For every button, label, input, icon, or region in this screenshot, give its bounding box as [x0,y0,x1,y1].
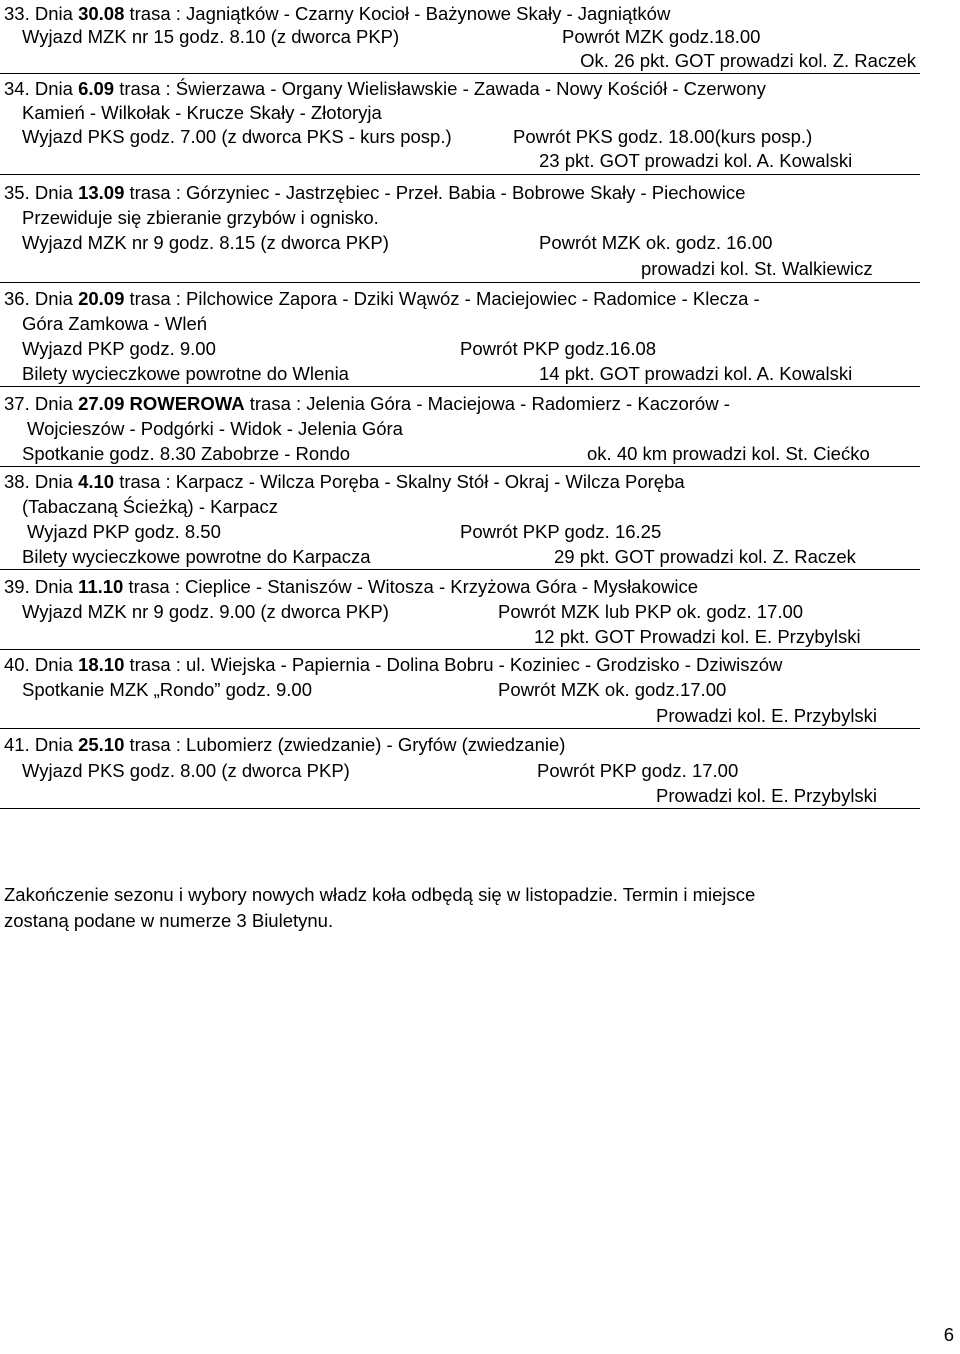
divider [0,174,920,175]
entry-40-title: 40. Dnia 18.10 trasa : ul. Wiejska - Papiernia - Dolina Bobru - Koziniec - Grodzisko - Dziwiszów [4,654,783,675]
divider [0,808,920,809]
entry-38-route-cont: (Tabaczaną Ścieżką) - Karpacz [22,496,279,517]
entry-38-tickets: Bilety wycieczkowe powrotne do Karpacza [22,546,371,567]
entry-39-return: Powrót MZK lub PKP ok. godz. 17.00 [498,601,804,622]
entry-37-meeting: Spotkanie godz. 8.30 Zabobrze - Rondo [22,443,351,464]
entry-34-leader: 23 pkt. GOT prowadzi kol. A. Kowalski [539,150,853,171]
entry-39-departure: Wyjazd MZK nr 9 godz. 9.00 (z dworca PKP) [22,601,389,622]
entry-33-leader: Ok. 26 pkt. GOT prowadzi kol. Z. Raczek [580,50,916,71]
entry-33-return: Powrót MZK godz.18.00 [562,26,761,47]
entry-38-title: 38. Dnia 4.10 trasa : Karpacz - Wilcza Poręba - Skalny Stół - Okraj - Wilcza Poręba [4,471,685,492]
entry-41-title: 41. Dnia 25.10 trasa : Lubomierz (zwiedzanie) - Gryfów (zwiedzanie) [4,734,566,755]
entry-34-return: Powrót PKS godz. 18.00(kurs posp.) [513,126,813,147]
entry-34-departure: Wyjazd PKS godz. 7.00 (z dworca PKS - kurs posp.) [22,126,452,147]
divider [0,282,920,283]
entry-35-return: Powrót MZK ok. godz. 16.00 [539,232,773,253]
entry-41-return: Powrót PKP godz. 17.00 [537,760,739,781]
closing-line-1: Zakończenie sezonu i wybory nowych władz koła odbędą się w listopadzie. Termin i miejsce [4,884,756,905]
entry-38-leader: 29 pkt. GOT prowadzi kol. Z. Raczek [554,546,856,567]
entry-37-title: 37. Dnia 27.09 ROWEROWA trasa : Jelenia Góra - Maciejowa - Radomierz - Kaczorów - [4,393,730,414]
entry-36-return: Powrót PKP godz.16.08 [460,338,657,359]
divider [0,728,920,729]
entry-38-return: Powrót PKP godz. 16.25 [460,521,662,542]
entry-41-leader: Prowadzi kol. E. Przybylski [656,785,878,806]
divider [0,569,920,570]
page-number: 6 [943,1324,954,1345]
entry-36-leader: 14 pkt. GOT prowadzi kol. A. Kowalski [539,363,853,384]
divider [0,386,920,387]
entry-40-return: Powrót MZK ok. godz.17.00 [498,679,727,700]
entry-35-leader: prowadzi kol. St. Walkiewicz [641,258,873,279]
divider [0,73,920,74]
entry-36-title: 36. Dnia 20.09 trasa : Pilchowice Zapora - Dziki Wąwóz - Maciejowiec - Radomice - Klecza - [4,288,760,309]
entry-37-leader: ok. 40 km prowadzi kol. St. Ciećko [587,443,870,464]
entry-33-departure: Wyjazd MZK nr 15 godz. 8.10 (z dworca PKP) [22,26,400,47]
entry-35-departure: Wyjazd MZK nr 9 godz. 8.15 (z dworca PKP) [22,232,389,253]
entry-35-title: 35. Dnia 13.09 trasa : Górzyniec - Jastrzębiec - Przeł. Babia - Bobrowe Skały - Piechowice [4,182,746,203]
entry-36-tickets: Bilety wycieczkowe powrotne do Wlenia [22,363,349,384]
entry-41-departure: Wyjazd PKS godz. 8.00 (z dworca PKP) [22,760,350,781]
entry-40-meeting: Spotkanie MZK „Rondo” godz. 9.00 [22,679,312,700]
entry-34-route-cont: Kamień - Wilkołak - Krucze Skały - Złotoryja [22,102,382,123]
divider [0,466,920,467]
entry-39-leader: 12 pkt. GOT Prowadzi kol. E. Przybylski [534,626,861,647]
entry-36-departure: Wyjazd PKP godz. 9.00 [22,338,216,359]
entry-34-title: 34. Dnia 6.09 trasa : Świerzawa - Organy Wielisławskie - Zawada - Nowy Kościół - Czerwony [4,78,766,99]
entry-37-route-cont: Wojcieszów - Podgórki - Widok - Jelenia Góra [27,418,403,439]
entry-35-note: Przewiduje się zbieranie grzybów i ognisko. [22,207,379,228]
entry-33-title: 33. Dnia 30.08 trasa : Jagniątków - Czarny Kocioł - Bażynowe Skały - Jagniątków [4,3,671,24]
entry-39-title: 39. Dnia 11.10 trasa : Cieplice - Staniszów - Witosza - Krzyżowa Góra - Mysłakowice [4,576,699,597]
entry-40-leader: Prowadzi kol. E. Przybylski [656,705,878,726]
closing-line-2: zostaną podane w numerze 3 Biuletynu. [4,910,334,931]
entry-36-route-cont: Góra Zamkowa - Wleń [22,313,208,334]
divider [0,649,920,650]
entry-38-departure: Wyjazd PKP godz. 8.50 [27,521,221,542]
